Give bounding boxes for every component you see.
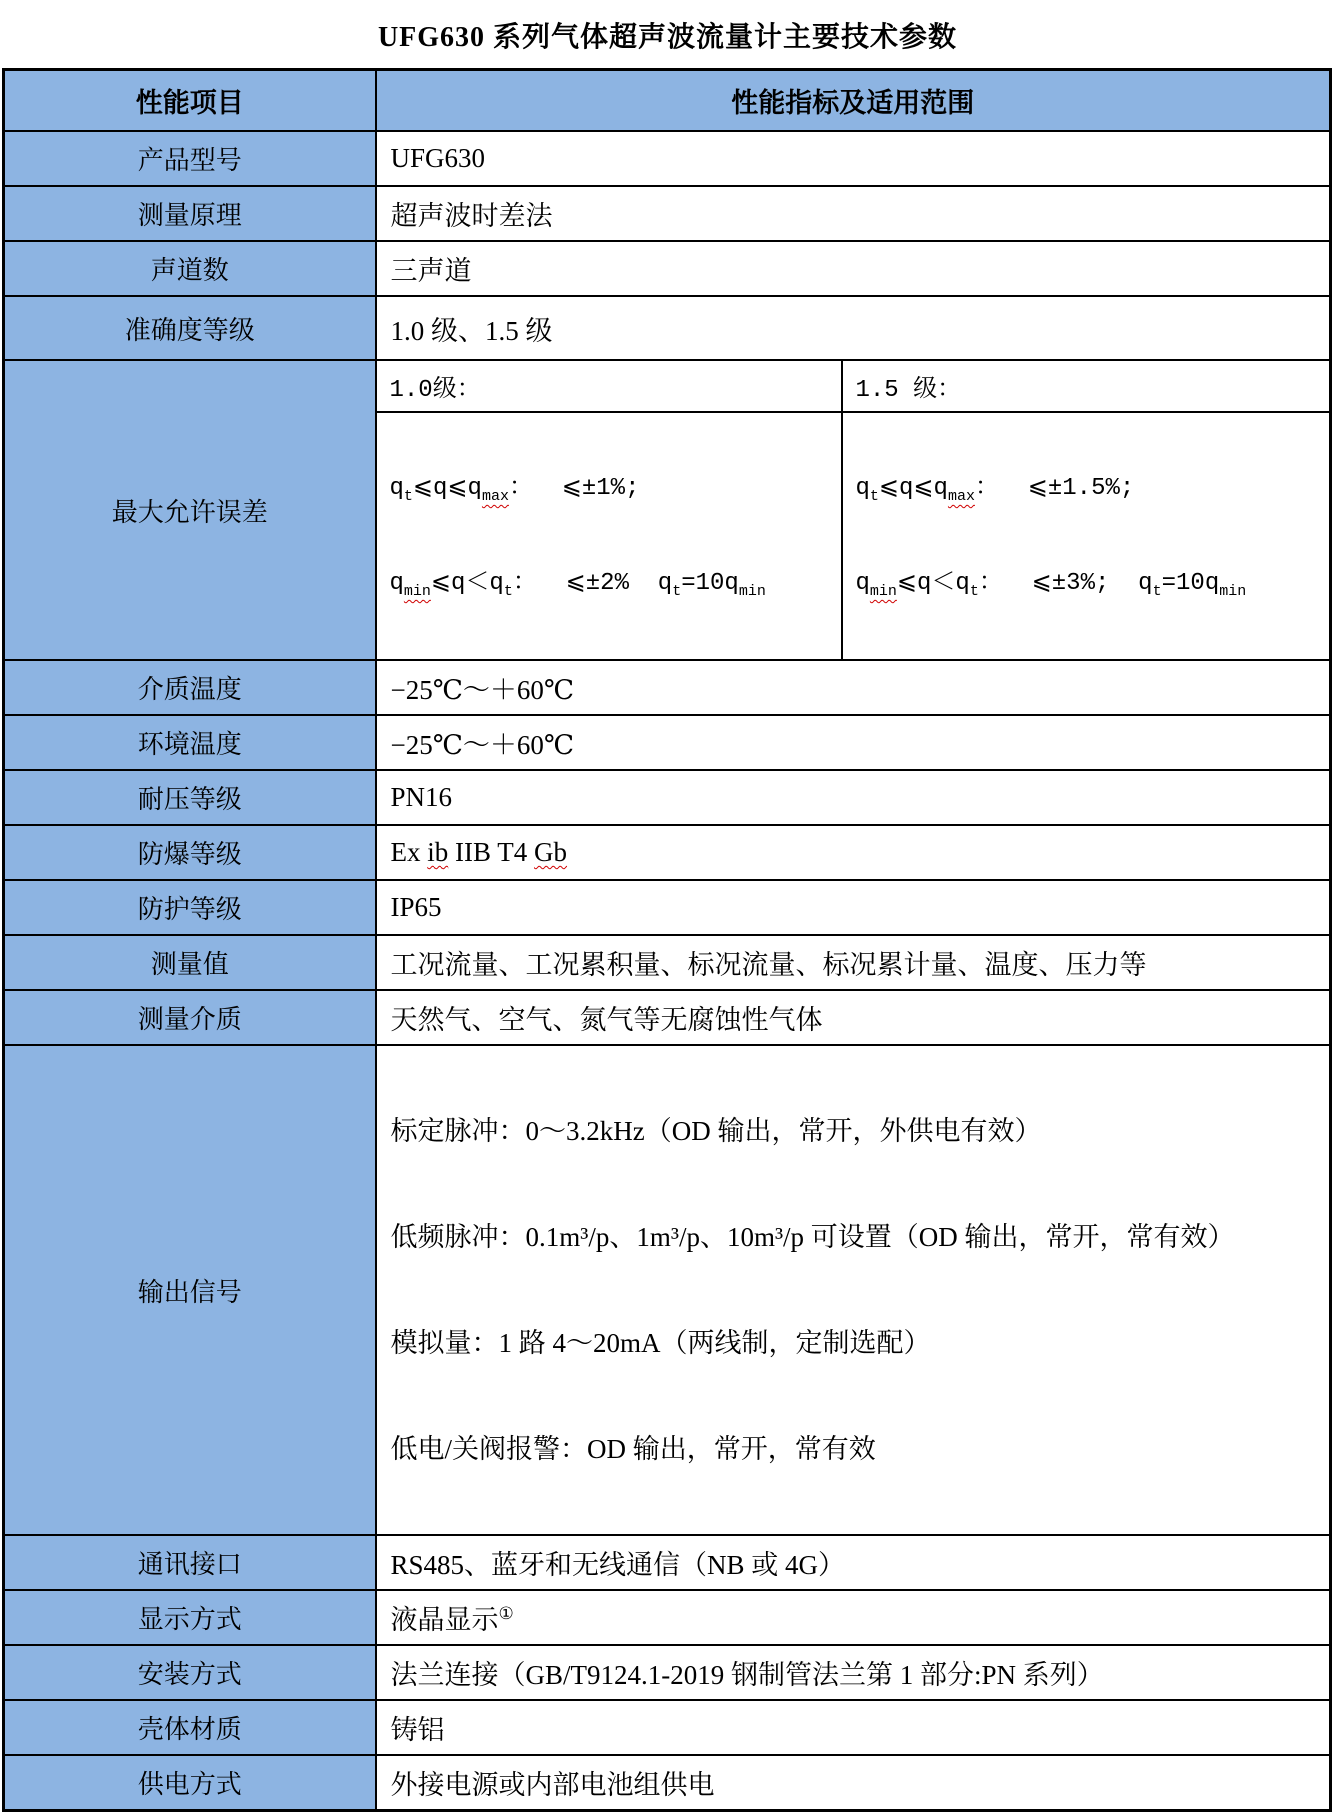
value-channel-count: 三声道 bbox=[376, 241, 1331, 296]
formula-subscript: min bbox=[403, 582, 431, 600]
formula-text: ⩽q⩽q bbox=[878, 475, 948, 502]
formula-subscript: t bbox=[672, 582, 682, 600]
row-protection-rating bbox=[4, 880, 1331, 935]
formula-text: q bbox=[855, 570, 870, 597]
label-power-supply: 供电方式 bbox=[4, 1755, 376, 1811]
page-title: UFG630 系列气体超声波流量计主要技术参数 bbox=[377, 22, 958, 53]
row-display-mode bbox=[4, 1590, 1331, 1645]
value-medium-temperature: −25℃～＋60℃ bbox=[376, 660, 1331, 715]
label-output-signals: 输出信号 bbox=[4, 1045, 376, 1535]
output-line-alarm: 低电/关阀报警：OD 输出，常开，常有效 bbox=[390, 1434, 876, 1464]
grade-1-5-formula bbox=[842, 412, 1331, 660]
row-measurement-principle bbox=[4, 186, 1331, 241]
value-measurement-principle: 超声波时差法 bbox=[376, 186, 1331, 241]
label-housing-material: 壳体材质 bbox=[4, 1700, 376, 1755]
formula-text: q bbox=[389, 570, 404, 597]
label-explosion-proof-rating: 防爆等级 bbox=[4, 825, 376, 880]
row-ambient-temperature bbox=[4, 715, 1331, 770]
grade-1-5-formula-line-2 bbox=[856, 563, 1329, 604]
formula-text: =10q bbox=[681, 570, 739, 597]
row-explosion-proof-rating bbox=[4, 825, 1331, 880]
label-communication-interface: 通讯接口 bbox=[4, 1535, 376, 1590]
output-line-calibration-pulse: 标定脉冲：0～3.2kHz（OD 输出，常开，外供电有效） bbox=[390, 1116, 1042, 1146]
header-performance-item: 性能项目 bbox=[4, 70, 376, 132]
label-product-model: 产品型号 bbox=[4, 131, 376, 186]
value-text-spellcheck: Gb bbox=[534, 837, 568, 867]
grade-1-0-formula-line-2 bbox=[390, 563, 840, 604]
row-output-signals bbox=[4, 1045, 1331, 1535]
value-accuracy-class: 1.0 级、1.5 级 bbox=[376, 296, 1331, 360]
formula-text: ： ⩽±3%; q bbox=[978, 570, 1153, 597]
row-channel-count bbox=[4, 241, 1331, 296]
value-protection-rating: IP65 bbox=[376, 880, 1331, 935]
row-pressure-rating bbox=[4, 770, 1331, 825]
formula-subscript: t bbox=[869, 487, 879, 505]
header-row bbox=[4, 70, 1331, 132]
value-output-signals bbox=[376, 1045, 1331, 1535]
label-accuracy-class: 准确度等级 bbox=[4, 296, 376, 360]
grade-1-5-formula-line-1 bbox=[856, 468, 1329, 509]
formula-text: ： ⩽±1.5%; bbox=[974, 475, 1135, 502]
label-channel-count: 声道数 bbox=[4, 241, 376, 296]
value-measured-values: 工况流量、工况累积量、标况流量、标况累计量、温度、压力等 bbox=[376, 935, 1331, 990]
row-power-supply bbox=[4, 1755, 1331, 1811]
row-medium-temperature bbox=[4, 660, 1331, 715]
grade-1-5-header: 1.5 级： bbox=[842, 360, 1331, 412]
row-product-model bbox=[4, 131, 1331, 186]
label-measured-values: 测量值 bbox=[4, 935, 376, 990]
row-communication-interface bbox=[4, 1535, 1331, 1590]
value-explosion-proof-rating bbox=[376, 825, 1331, 880]
label-measured-media: 测量介质 bbox=[4, 990, 376, 1045]
grade-1-0-formula bbox=[376, 412, 842, 660]
value-pressure-rating: PN16 bbox=[376, 770, 1331, 825]
output-line-analog: 模拟量：1 路 4～20mA（两线制，定制选配） bbox=[390, 1328, 931, 1358]
formula-subscript: min bbox=[869, 582, 897, 600]
label-medium-temperature: 介质温度 bbox=[4, 660, 376, 715]
formula-subscript: max bbox=[947, 487, 975, 505]
value-communication-interface: RS485、蓝牙和无线通信（NB 或 4G） bbox=[376, 1535, 1331, 1590]
label-display-mode: 显示方式 bbox=[4, 1590, 376, 1645]
value-ambient-temperature: −25℃～＋60℃ bbox=[376, 715, 1331, 770]
formula-text: ⩽q⩽q bbox=[412, 475, 482, 502]
formula-subscript: min bbox=[1219, 582, 1247, 600]
value-housing-material: 铸铝 bbox=[376, 1700, 1331, 1755]
row-max-error-headers bbox=[4, 360, 1331, 412]
value-power-supply: 外接电源或内部电池组供电 bbox=[376, 1755, 1331, 1811]
label-protection-rating: 防护等级 bbox=[4, 880, 376, 935]
row-installation-mode bbox=[4, 1645, 1331, 1700]
formula-text: ⩽q＜q bbox=[896, 570, 970, 597]
label-installation-mode: 安装方式 bbox=[4, 1645, 376, 1700]
value-text-spellcheck: ib bbox=[427, 837, 449, 867]
label-ambient-temperature: 环境温度 bbox=[4, 715, 376, 770]
footnote-marker: ① bbox=[498, 1604, 514, 1623]
header-performance-index: 性能指标及适用范围 bbox=[376, 70, 1331, 132]
value-installation-mode: 法兰连接（GB/T9124.1-2019 钢制管法兰第 1 部分:PN 系列） bbox=[376, 1645, 1331, 1700]
label-max-error: 最大允许误差 bbox=[4, 360, 376, 660]
formula-text: ⩽q＜q bbox=[430, 570, 504, 597]
label-measurement-principle: 测量原理 bbox=[4, 186, 376, 241]
formula-subscript: max bbox=[481, 487, 509, 505]
value-measured-media: 天然气、空气、氮气等无腐蚀性气体 bbox=[376, 990, 1331, 1045]
row-housing-material bbox=[4, 1700, 1331, 1755]
formula-subscript: t bbox=[969, 582, 979, 600]
value-text: Ex bbox=[390, 837, 428, 867]
spec-table bbox=[2, 68, 1332, 1812]
grade-1-0-formula-line-1 bbox=[390, 468, 840, 509]
formula-subscript: min bbox=[738, 582, 766, 600]
label-pressure-rating: 耐压等级 bbox=[4, 770, 376, 825]
value-text: 液晶显示 bbox=[390, 1605, 499, 1635]
row-accuracy-class bbox=[4, 296, 1331, 360]
value-product-model: UFG630 bbox=[376, 131, 1331, 186]
output-line-low-frequency-pulse: 低频脉冲：0.1m³/p、1m³/p、10m³/p 可设置（OD 输出，常开，常有效） bbox=[390, 1222, 1235, 1252]
row-measured-values bbox=[4, 935, 1331, 990]
formula-subscript: t bbox=[503, 582, 513, 600]
formula-subscript: t bbox=[1152, 582, 1162, 600]
formula-text: q bbox=[855, 475, 870, 502]
formula-text: ： ⩽±2% q bbox=[512, 570, 673, 597]
formula-text: ： ⩽±1%; bbox=[508, 475, 640, 502]
formula-subscript: t bbox=[403, 487, 413, 505]
formula-text: =10q bbox=[1161, 570, 1220, 597]
grade-1-0-header: 1.0级： bbox=[376, 360, 842, 412]
row-measured-media bbox=[4, 990, 1331, 1045]
value-display-mode bbox=[376, 1590, 1331, 1645]
formula-text: q bbox=[389, 475, 404, 502]
value-text: IIB T4 bbox=[448, 837, 535, 867]
